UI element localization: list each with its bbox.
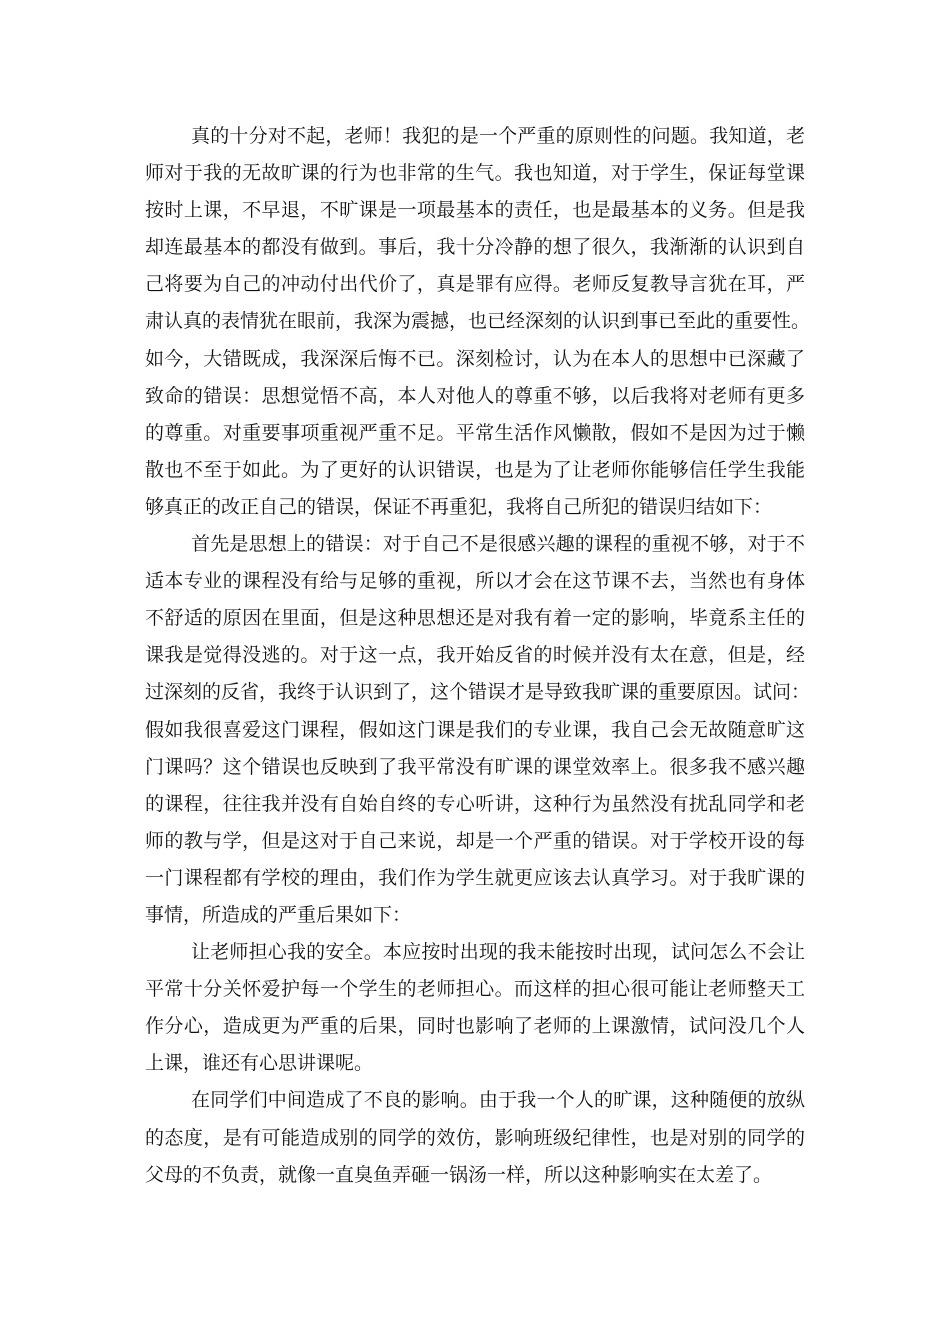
paragraph-1 xyxy=(145,118,811,526)
text-line: 父母的不负责，就像一直臭鱼弄砸一锅汤一样，所以这种影响实在太差了。 xyxy=(145,1163,773,1186)
text-line: 过深刻的反省，我终于认识到了，这个错误才是导致我旷课的重要原因。试问： xyxy=(145,681,811,704)
text-line: 真的十分对不起，老师！我犯的是一个严重的原则性的问题。我知道，老 xyxy=(191,125,805,147)
text-line: 一门课程都有学校的理由，我们作为学生就更应该去认真学习。对于我旷课的 xyxy=(145,866,805,889)
text-line: 平常十分关怀爱护每一个学生的老师担心。而这样的担心很可能让老师整天工 xyxy=(145,978,805,1001)
text-line: 首先是思想上的错误：对于自己不是很感兴趣的课程的重视不够，对于不 xyxy=(191,533,805,556)
text-line: 课我是觉得没逃的。对于这一点，我开始反省的时候并没有太在意，但是，经 xyxy=(145,644,805,667)
text-line: 如今，大错既成，我深深后悔不已。深刻检讨，认为在本人的思想中已深藏了 xyxy=(145,347,805,370)
text-line: 的尊重。对重要事项重视严重不足。平常生活作风懒散，假如不是因为过于懒 xyxy=(145,421,805,444)
text-line: 肃认真的表情犹在眼前，我深为震撼，也已经深刻的认识到事已至此的重要性。 xyxy=(145,310,811,333)
text-line: 适本专业的课程没有给与足够的重视，所以才会在这节课不去，当然也有身体 xyxy=(145,570,805,593)
text-line: 的态度，是有可能造成别的同学的效仿，影响班级纪律性，也是对别的同学的 xyxy=(145,1126,805,1149)
text-line: 的课程，往往我并没有自始自终的专心听讲，这种行为虽然没有扰乱同学和老 xyxy=(145,792,805,815)
text-line: 作分心，造成更为严重的后果，同时也影响了老师的上课激情，试问没几个人 xyxy=(145,1015,805,1038)
text-line: 够真正的改正自己的错误，保证不再重犯，我将自己所犯的错误归结如下： xyxy=(145,495,773,518)
paragraph-4 xyxy=(145,1082,805,1193)
text-line: 己将要为自己的冲动付出代价了，真是罪有应得。老师反复教导言犹在耳，严 xyxy=(145,273,805,296)
text-line: 却连最基本的都没有做到。事后，我十分冷静的想了很久，我渐渐的认识到自 xyxy=(145,236,805,259)
text-line: 师的教与学，但是这对于自己来说，却是一个严重的错误。对于学校开设的每 xyxy=(145,829,805,852)
text-line: 致命的错误：思想觉悟不高，本人对他人的尊重不够，以后我将对老师有更多 xyxy=(145,384,805,407)
text-line: 门课吗？这个错误也反映到了我平常没有旷课的课堂效率上。很多我不感兴趣 xyxy=(145,755,805,778)
text-line: 不舒适的原因在里面，但是这种思想还是对我有着一定的影响，毕竟系主任的 xyxy=(145,607,805,630)
text-line: 散也不至于如此。为了更好的认识错误，也是为了让老师你能够信任学生我能 xyxy=(145,458,805,481)
text-line: 上课，谁还有心思讲课呢。 xyxy=(145,1052,374,1075)
text-line: 按时上课，不早退，不旷课是一项最基本的责任，也是最基本的义务。但是我 xyxy=(145,199,805,222)
text-line: 在同学们中间造成了不良的影响。由于我一个人的旷课，这种随便的放纵 xyxy=(191,1089,805,1112)
paragraph-2 xyxy=(145,526,811,934)
text-line: 事情，所造成的严重后果如下： xyxy=(145,903,412,926)
text-line: 让老师担心我的安全。本应按时出现的我未能按时出现，试问怎么不会让 xyxy=(191,941,805,964)
text-line: 师对于我的无故旷课的行为也非常的生气。我也知道，对于学生，保证每堂课 xyxy=(145,162,805,185)
paragraph-3 xyxy=(145,934,805,1082)
document-body xyxy=(145,118,811,1194)
text-line: 假如我很喜爱这门课程，假如这门课是我们的专业课，我自己会无故随意旷这 xyxy=(145,718,805,741)
